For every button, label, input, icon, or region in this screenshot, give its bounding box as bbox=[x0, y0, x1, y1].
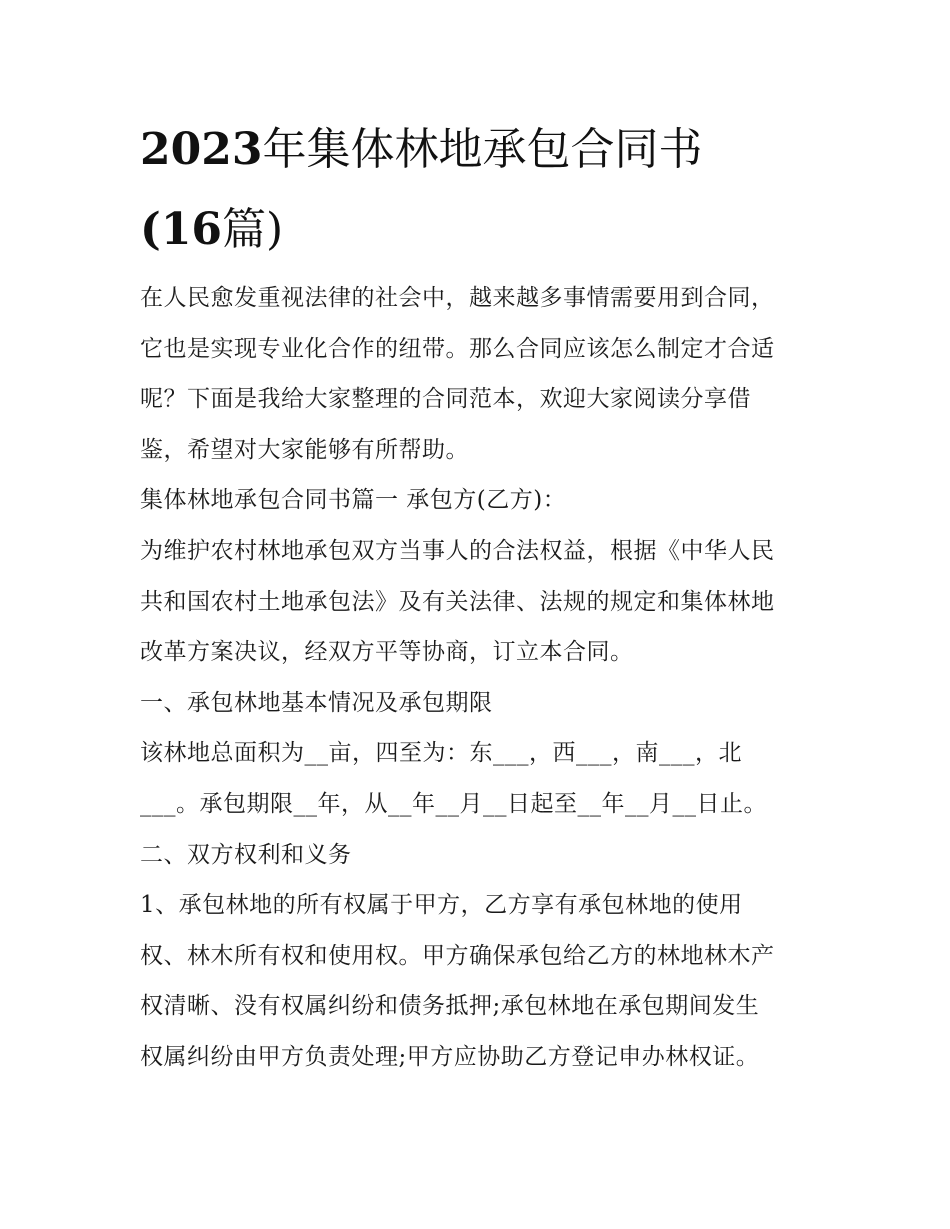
text-line: 鉴，希望对大家能够有所帮助。 bbox=[140, 436, 469, 463]
text-line: 它也是实现专业化合作的纽带。那么合同应该怎么制定才合适 bbox=[140, 335, 775, 362]
text-line: 呢？下面是我给大家整理的合同范本，欢迎大家阅读分享借 bbox=[140, 386, 751, 413]
text-line: 权清晰、没有权属纠纷和债务抵押;承包林地在承包期间发生 bbox=[140, 993, 760, 1020]
title-line-1 bbox=[140, 110, 820, 190]
text-line: 权、林木所有权和使用权。甲方确保承包给乙方的林地林木产 bbox=[140, 942, 775, 969]
title-year: 2023 bbox=[140, 124, 263, 175]
text-line: 一、承包林地基本情况及承包期限 bbox=[140, 689, 493, 716]
section-heading-basic-info bbox=[140, 678, 820, 729]
text-line: ___。承包期限__年，从__年__月__日起至__年__月__日止。 bbox=[140, 790, 767, 817]
text-line: 共和国农村土地承包法》及有关法律、法规的规定和集体林地 bbox=[140, 588, 775, 615]
text-line: 改革方案决议，经双方平等协商，订立本合同。 bbox=[140, 639, 634, 666]
text-line: 二、双方权利和义务 bbox=[140, 841, 352, 868]
area-term-paragraph bbox=[140, 728, 820, 829]
text-line: 在人民愈发重视法律的社会中，越来越多事情需要用到合同， bbox=[140, 285, 775, 311]
title-text: 年集体林地承包合同书 bbox=[262, 124, 703, 175]
text-line: 集体林地承包合同书篇一 承包方(乙方)： bbox=[140, 487, 567, 514]
title-line-2 bbox=[140, 190, 820, 270]
text-line: 权属纠纷由甲方负责处理;甲方应协助乙方登记申办林权证。 bbox=[140, 1043, 760, 1070]
preamble-paragraph bbox=[140, 526, 820, 678]
text-line: 1、承包林地的所有权属于甲方，乙方享有承包林地的使用 bbox=[140, 892, 743, 919]
title-count: (16 bbox=[140, 204, 223, 255]
title-count-suffix: 篇) bbox=[222, 204, 284, 255]
section-heading-rights bbox=[140, 830, 820, 881]
rights-clause-1 bbox=[140, 880, 820, 1082]
document-body bbox=[140, 273, 820, 1083]
intro-paragraph bbox=[140, 273, 820, 475]
document-title bbox=[140, 110, 820, 270]
text-line: 为维护农村林地承包双方当事人的合法权益，根据《中华人民 bbox=[140, 537, 775, 564]
text-line: 该林地总面积为__亩，四至为：东___，西___，南___，北 bbox=[140, 740, 742, 767]
section-heading-contract-one bbox=[140, 475, 820, 526]
